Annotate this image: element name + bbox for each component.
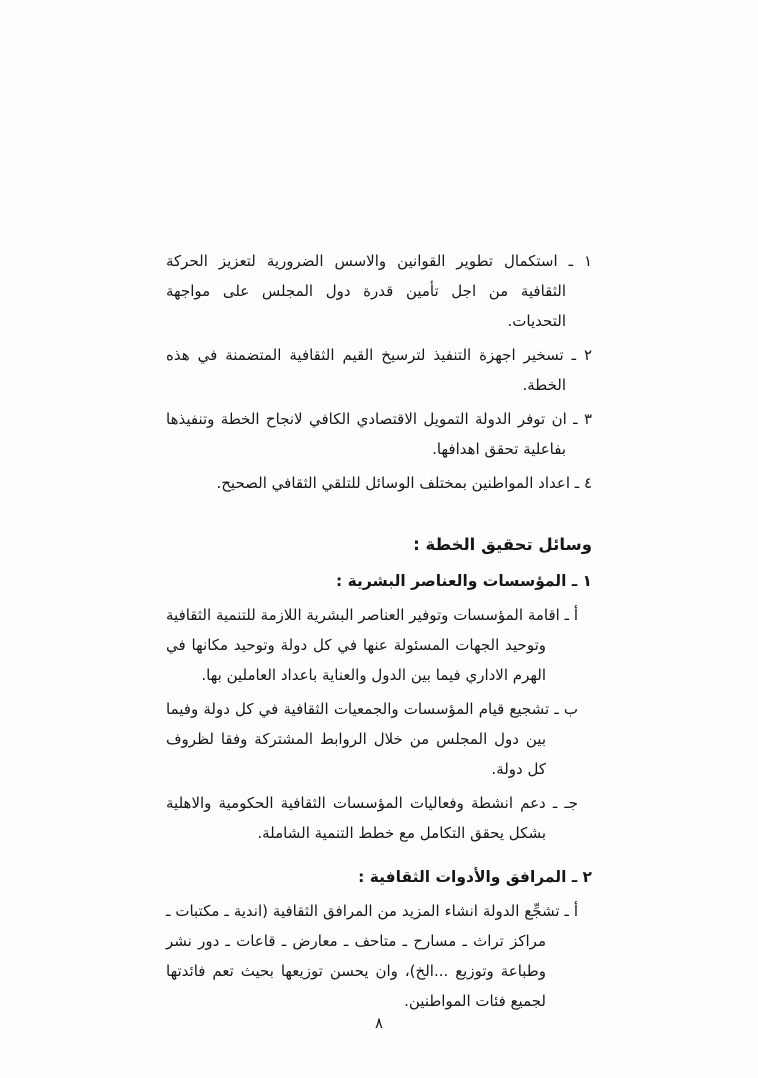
subsection-1-item-b: ب ـ تشجيع قيام المؤسسات والجمعيات الثقافية في كل دولة وفيما بين دول المجلس من خلال الروابط المشتركة وفقا لظروف كل دولة.: [166, 700, 578, 778]
intro-item-3: ٣ ـ ان توفر الدولة التمويل الاقتصادي الكافي لانجاح الخطة وتنفيذها بفاعلية تحقق اهدافها.: [166, 410, 592, 458]
page-content: [166, 246, 592, 1020]
intro-item-2: ٢ ـ تسخير اجهزة التنفيذ لترسيخ القيم الثقافية المتضمنة في هذه الخطة.: [166, 346, 592, 394]
subsection-1-title: ١ ـ المؤسسات والعناصر البشرية :: [336, 572, 592, 590]
intro-item-1: ١ ـ استكمال تطوير القوانين والاسس الضرورية لتعزيز الحركة الثقافية من اجل تأمين قدرة دول المجلس على مواجهة التحديات.: [166, 252, 592, 330]
section-heading: وسائل تحقيق الخطة :: [413, 535, 592, 554]
page-number: ٨: [374, 1014, 384, 1032]
subsection-1-item-j: جـ ـ دعم انشطة وفعاليات المؤسسات الثقافية الحكومية والاهلية بشكل يحقق التكامل مع خطط التنمية الشاملة.: [166, 794, 578, 842]
subsection-2-title: ٢ ـ المرافق والأدوات الثقافية :: [358, 868, 592, 886]
subsection-2-item-a: أ ـ تشجِّع الدولة انشاء المزيد من المرافق الثقافية (اندية ـ مكتبات ـ مراكز تراث ـ مسارح ـ متاحف ـ معارض ـ قاعات ـ دور نشر وطباعة وتوزيع ...الخ)، وان يحسن توزيعها بحيث تعم فائدتها لجميع فئات المواطنين.: [166, 902, 578, 1010]
subsection-1-item-a: أ ـ اقامة المؤسسات وتوفير العناصر البشرية اللازمة للتنمية الثقافية وتوحيد الجهات المسئولة عنها في كل دولة وتوحيد مكانها في الهرم الاداري فيما بين الدول والعناية باعداد العاملين بها.: [166, 606, 578, 684]
intro-item-4: ٤ ـ اعداد المواطنين بمختلف الوسائل للتلقي الثقافي الصحيح.: [216, 474, 592, 492]
